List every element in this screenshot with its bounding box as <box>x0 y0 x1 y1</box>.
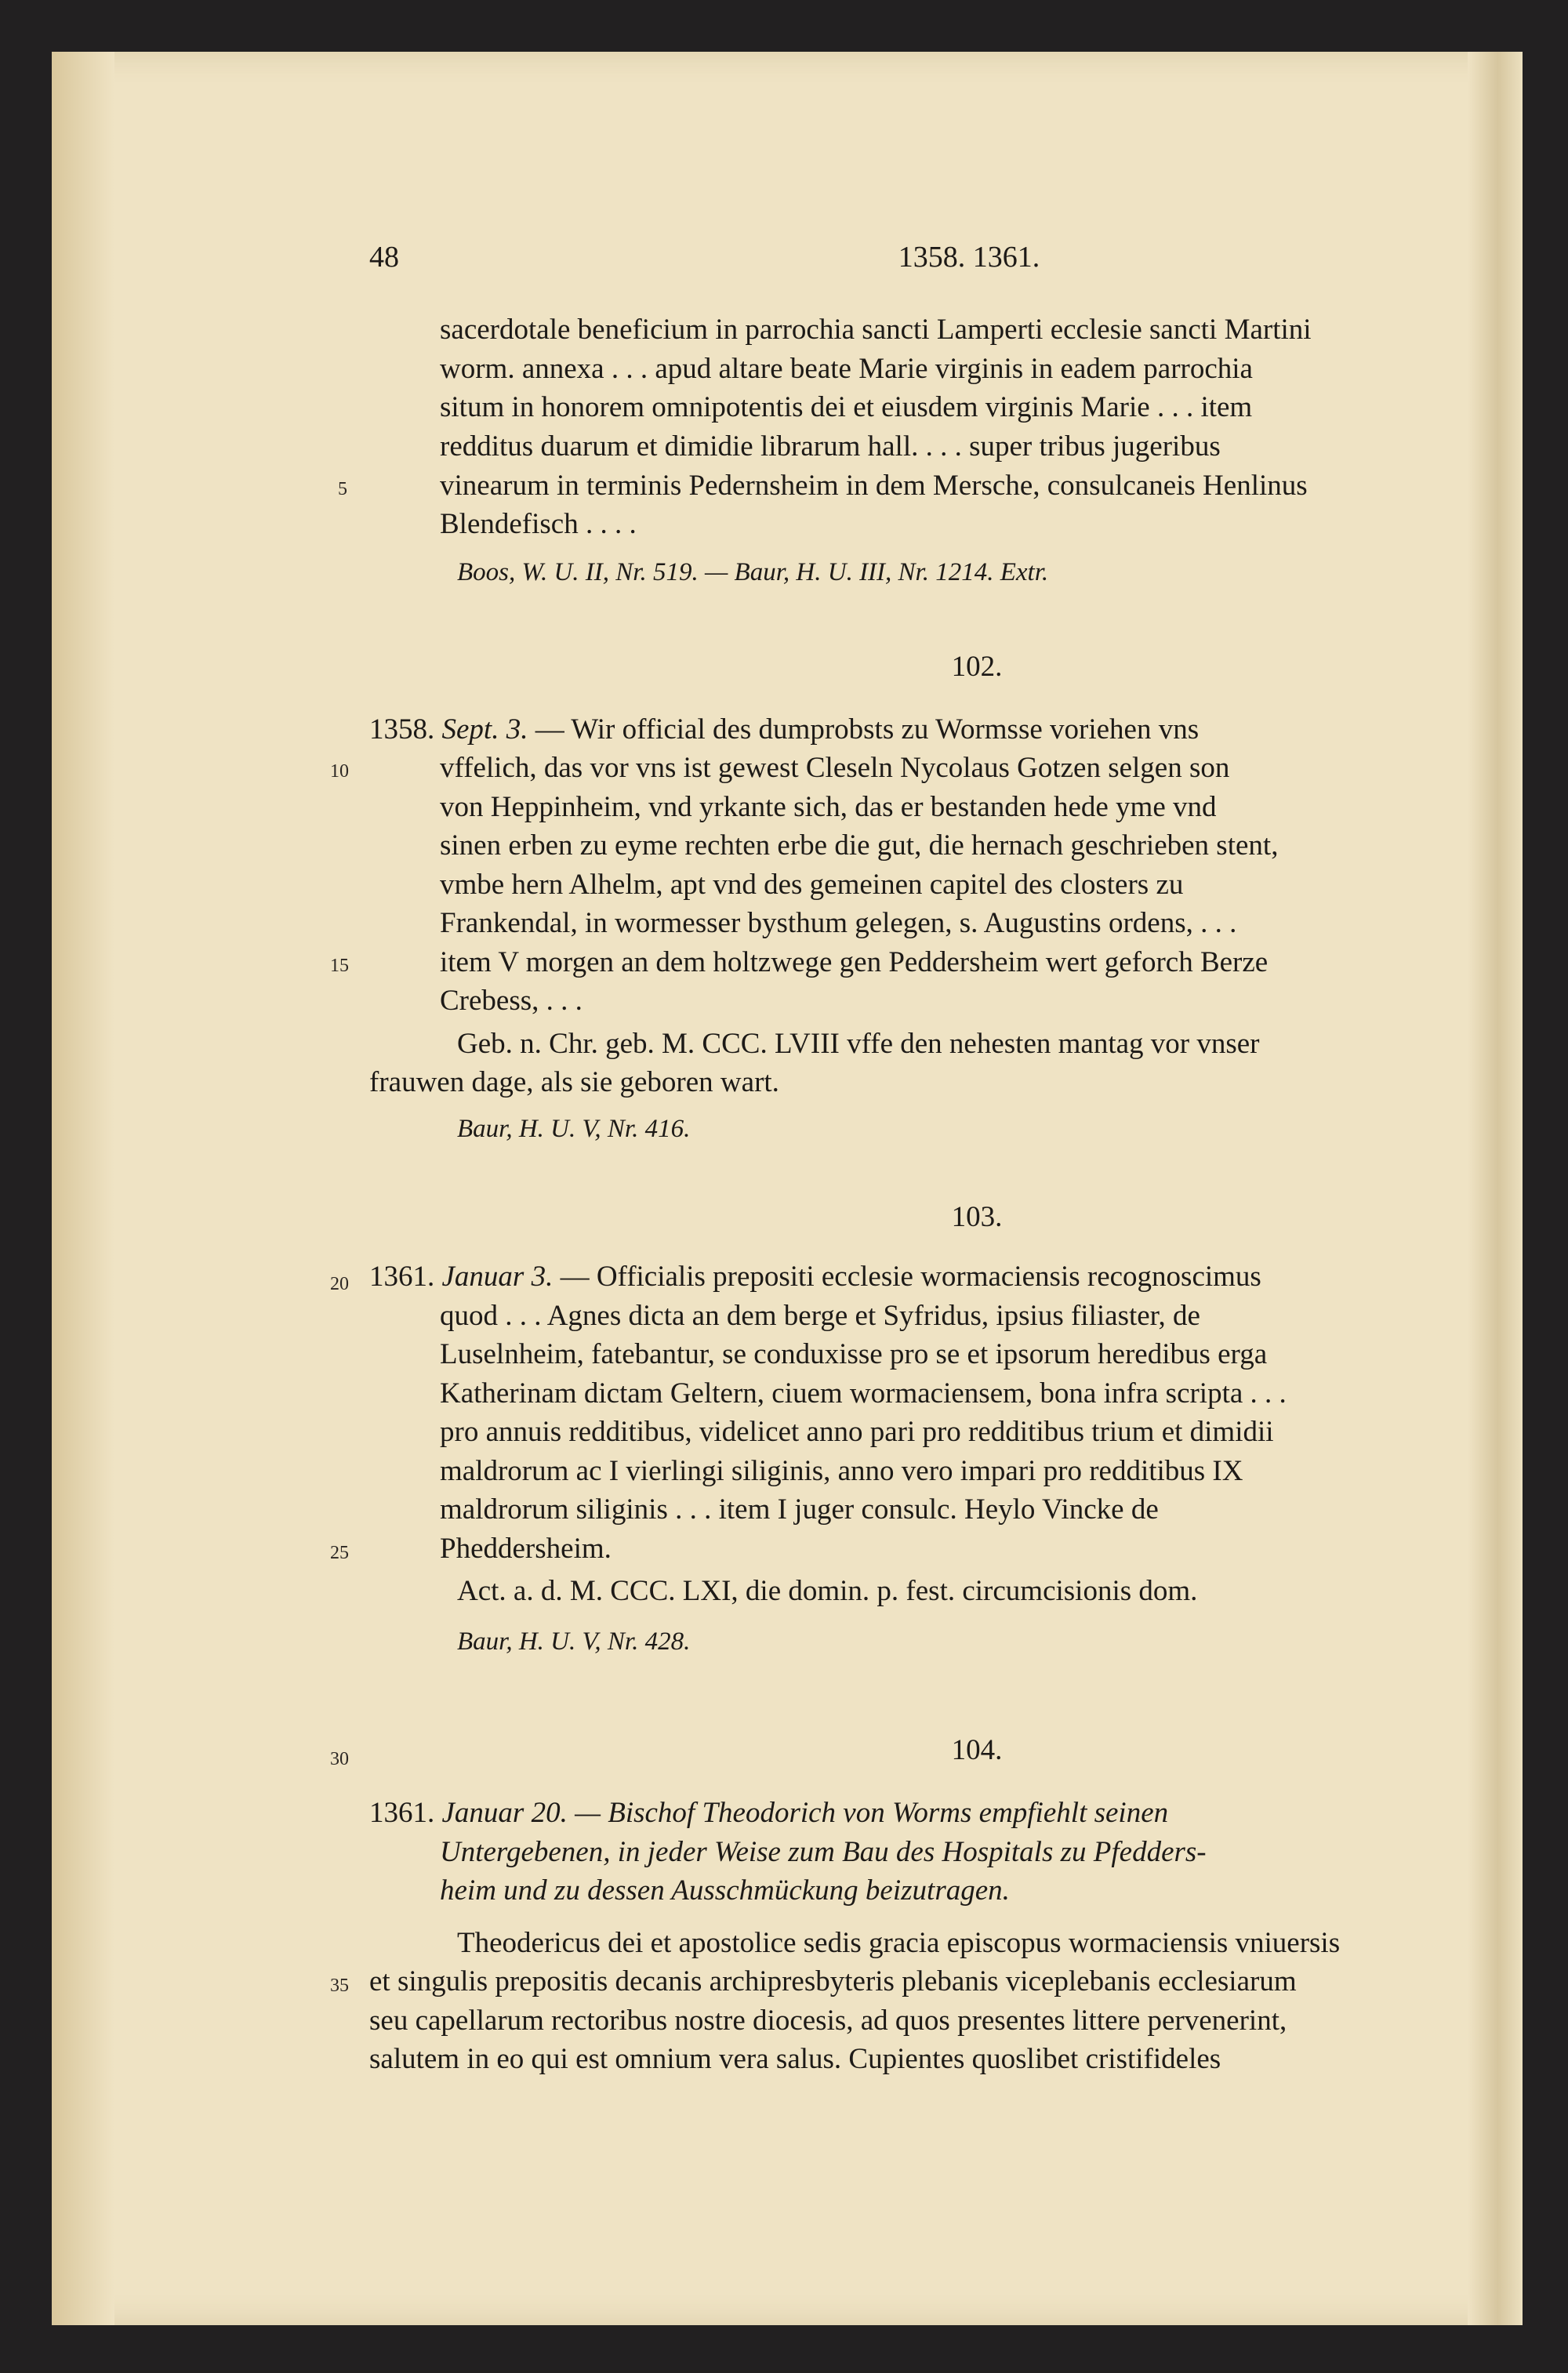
date-day: Sept. 3. <box>441 713 528 746</box>
text-line: et singulis prepositis decanis archipresbyteris plebanis viceplebanis ecclesiarum <box>369 1965 1297 1997</box>
text-line: Frankendal, in wormesser bysthum gelegen, s. Augustins ordens, . . . <box>440 907 1237 939</box>
document-number: 103. <box>951 1201 1003 1233</box>
page-edge-right <box>1468 52 1523 2325</box>
page-header <box>369 238 1514 278</box>
text-line: sacerdotale beneficium in parrochia sancti Lamperti ecclesie sancti Martini <box>440 314 1312 346</box>
document-first-line <box>369 1794 1168 1833</box>
dating-line: Geb. n. Chr. geb. M. CCC. LVIII vffe den nehesten mantag vor vnser <box>457 1028 1260 1060</box>
page-edge-left <box>52 52 114 2325</box>
text-line: seu capellarum rectoribus nostre diocesis, ad quos presentes littere pervenerint, <box>369 2005 1287 2037</box>
citation: Boos, W. U. II, Nr. 519. — Baur, H. U. III, Nr. 1214. Extr. <box>457 558 1049 586</box>
document-number: 102. <box>951 651 1003 683</box>
citation: Baur, H. U. V, Nr. 416. <box>457 1115 691 1143</box>
summary-line: Untergebenen, in jeder Weise zum Bau des Hospitals zu Pfedders- <box>440 1836 1207 1868</box>
text-line: quod . . . Agnes dicta an dem berge et Syfridus, ipsius filiaster, de <box>440 1300 1200 1332</box>
text-line: maldrorum ac I vierlingi siliginis, anno vero impari pro redditibus IX <box>440 1455 1243 1487</box>
document-first-line <box>369 1257 1261 1297</box>
text-line: vinearum in terminis Pedernsheim in dem Mersche, consulcaneis Henlinus <box>440 470 1308 502</box>
document-first-line <box>369 710 1199 749</box>
dating-line: Act. a. d. M. CCC. LXI, die domin. p. fest. circumcisionis dom. <box>457 1575 1198 1607</box>
running-head: 1358. 1361. <box>898 241 1040 274</box>
text-line: von Heppinheim, vnd yrkante sich, das er bestanden hede yme vnd <box>440 791 1217 823</box>
text-line: situm in honorem omnipotentis dei et eiusdem virginis Marie . . . item <box>440 391 1253 423</box>
text-line: pro annuis redditibus, videlicet anno pari pro redditibus trium et dimidii <box>440 1416 1274 1448</box>
text-line: Luselnheim, fatebantur, se conduxisse pro se et ipsorum heredibus erga <box>440 1338 1268 1370</box>
text-rest: — Officialis prepositi ecclesie wormaciensis recognoscimus <box>560 1261 1261 1293</box>
line-number: 15 <box>330 956 349 976</box>
line-number: 5 <box>338 479 347 499</box>
date-year: 1361. <box>369 1261 435 1293</box>
date-year: 1358. <box>369 713 435 746</box>
text-line: salutem in eo qui est omnium vera salus. Cupientes quoslibet cristifideles <box>369 2043 1221 2075</box>
date-year: 1361. <box>369 1797 435 1829</box>
text-line: sinen erben zu eyme rechten erbe die gut, die hernach geschrieben stent, <box>440 829 1279 862</box>
text-line: vmbe hern Alhelm, apt vnd des gemeinen capitel des closters zu <box>440 869 1184 901</box>
dating-line: frauwen dage, als sie geboren wart. <box>369 1066 779 1098</box>
date-day: Januar 3. <box>441 1261 554 1293</box>
line-number: 20 <box>330 1274 349 1294</box>
text-line: maldrorum siliginis . . . item I juger consulc. Heylo Vincke de <box>440 1493 1159 1526</box>
text-line: Crebess, . . . <box>440 985 583 1017</box>
text-line: vffelich, das vor vns ist gewest Cleseln Nycolaus Gotzen selgen son <box>440 752 1230 784</box>
line-number: 25 <box>330 1543 349 1563</box>
document-number: 104. <box>951 1734 1003 1766</box>
citation: Baur, H. U. V, Nr. 428. <box>457 1627 691 1656</box>
line-number: 35 <box>330 1976 349 1996</box>
line-number: 10 <box>330 761 349 782</box>
text-line: item V morgen an dem holtzwege gen Peddersheim wert geforch Berze <box>440 946 1269 978</box>
summary-line: heim und zu dessen Ausschmückung beizutragen. <box>440 1874 1010 1907</box>
text-line: Pheddersheim. <box>440 1533 612 1565</box>
text-line: Katherinam dictam Geltern, ciuem wormaciensem, bona infra scripta . . . <box>440 1377 1287 1410</box>
text-line: Theodericus dei et apostolice sedis gracia episcopus wormaciensis vniuersis <box>457 1927 1341 1959</box>
text-line: redditus duarum et dimidie librarum hall. . . . super tribus jugeribus <box>440 430 1221 463</box>
page-number: 48 <box>369 241 399 274</box>
line-number: 30 <box>330 1749 349 1769</box>
text-rest: — Wir official des dumprobsts zu Wormsse voriehen vns <box>535 713 1200 746</box>
book-page <box>52 52 1523 2325</box>
summary-line: Januar 20. — Bischof Theodorich von Worms empfiehlt seinen <box>441 1797 1169 1829</box>
text-line: Blendefisch . . . . <box>440 508 637 540</box>
text-line: worm. annexa . . . apud altare beate Marie virginis in eadem parrochia <box>440 353 1253 385</box>
